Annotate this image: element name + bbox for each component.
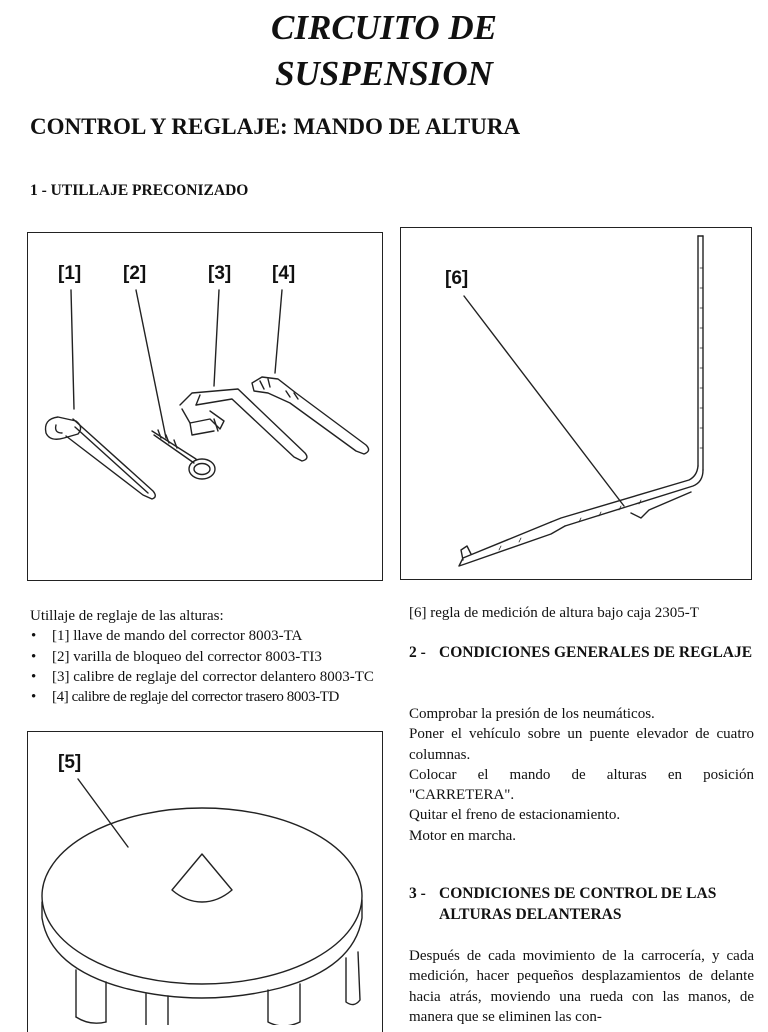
figure-label-3: [3] [208,263,232,284]
section-2-para-1: Comprobar la presión de los neumáticos. [409,706,655,722]
ruler-illustration [401,228,751,579]
tool-3-gauge-icon [180,389,307,461]
figure-label-4: [4] [272,263,296,284]
figure-label-6: [6] [445,268,469,289]
section-3-title: CONDICIONES DE CONTROL DE LAS ALTURAS DELANTERAS [439,885,717,923]
figure-label-1: [1] [58,263,82,284]
section-3-body: Después de cada movimiento de la carrocería, y cada medición, hacer pequeños desplazamientos de delante hacia atrás, moviendo una rueda con las manos, de manera que se eliminen las con- [409,948,754,1025]
ruler-caption: [6] regla de medición de altura bajo caja 2305-T [409,605,699,621]
tools-list [30,626,382,707]
ruler-scale-marks [499,268,703,550]
tool-item-2: • [2] varilla de bloqueo del corrector 8003-TI3 [30,647,382,667]
section-2-para-2: Poner el vehículo sobre un puente elevador de cuatro columnas. [409,726,754,763]
leader-line-1 [71,290,74,409]
cone-base-illustration [28,732,382,1025]
height-ruler-icon [459,236,703,566]
section-2-number: 2 - [409,644,426,661]
tools-list-block [30,606,382,707]
document-title-line-1: CIRCUITO DE [271,8,497,47]
section-2-para-4: Quitar el freno de estacionamiento. [409,807,621,824]
figure-label-5: [5] [58,752,82,773]
tools-illustration [28,233,382,580]
figure-cone-base [27,731,383,1032]
section-3-number: 3 - [409,885,426,902]
leader-line-6 [464,296,624,506]
document-title-line-2: SUSPENSION [275,54,493,93]
figure-tools [27,232,383,581]
section-1-heading: 1 - UTILLAJE PRECONIZADO [30,182,249,199]
section-2-body [409,704,754,846]
page-heading: CONTROL Y REGLAJE: MANDO DE ALTURA [30,114,521,139]
tool-item-4: • [4] calibre de reglaje del corrector trasero 8003-TD [30,687,382,707]
section-2-heading [409,642,754,663]
tool-item-1: • [1] llave de mando del corrector 8003-TA [30,626,382,646]
leader-line-4 [275,290,282,373]
cone-base-icon [42,808,362,1025]
figure-label-2: [2] [123,263,147,284]
tool-4-gauge-icon [252,377,369,454]
section-2-para-3: Colocar el mando de alturas en posición "CARRETERA". [409,766,754,804]
leader-line-2 [136,290,166,438]
leader-line-3 [214,290,219,386]
figure-ruler [400,227,752,580]
section-2-para-5: Motor en marcha. [409,827,517,844]
section-2-title: CONDICIONES GENERALES DE REGLAJE [439,644,753,661]
tool-2-rod-icon [152,430,215,479]
tool-item-3: • [3] calibre de reglaje del corrector delantero 8003-TC [30,667,382,687]
section-3-heading [409,883,754,925]
tool-1-key-icon [46,417,156,499]
tools-intro: Utillaje de reglaje de las alturas: [30,608,224,624]
leader-line-5 [78,779,128,847]
